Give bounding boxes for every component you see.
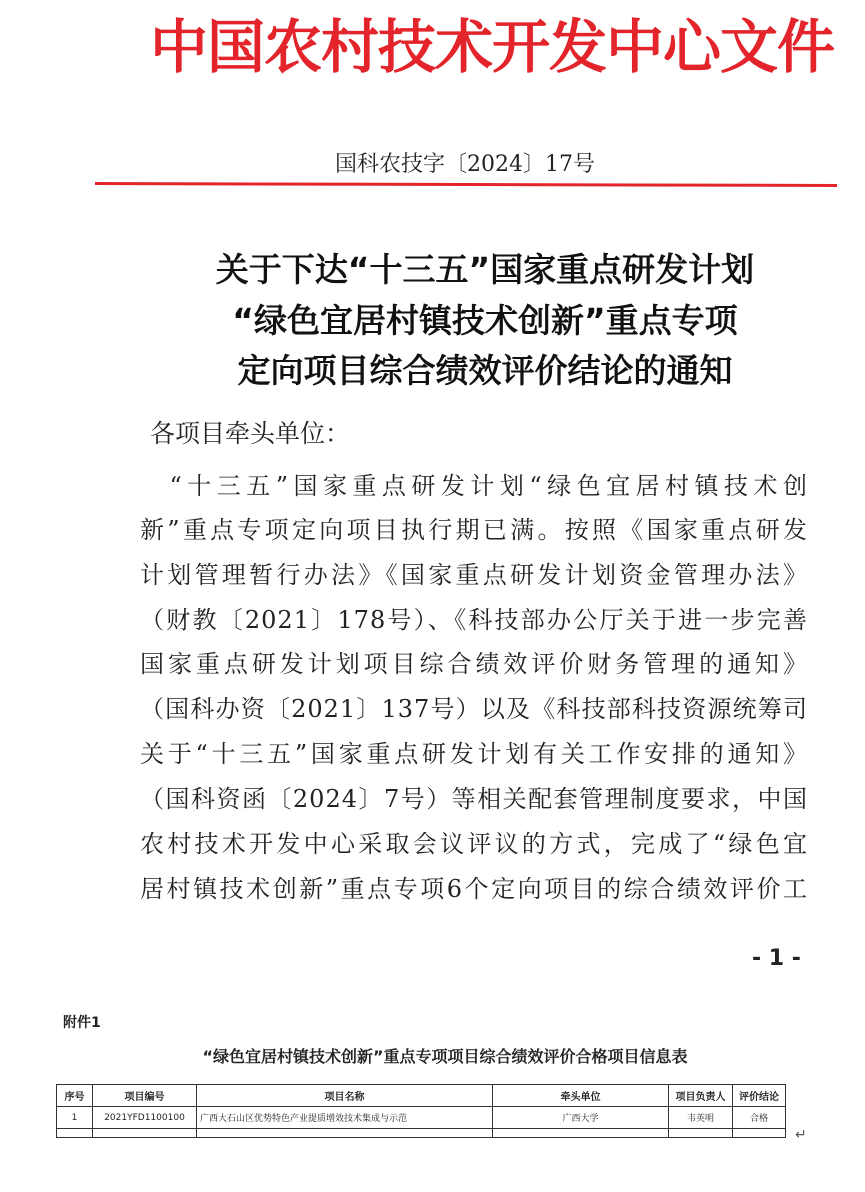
table-cell bbox=[57, 1129, 93, 1138]
body-text-line: （国科资函〔2024〕7号）等相关配套管理制度要求，中国 bbox=[140, 785, 808, 813]
table-row bbox=[57, 1107, 786, 1129]
header-red-rule bbox=[95, 182, 837, 187]
table-cell bbox=[93, 1129, 197, 1138]
paragraph-mark-icon: ↵ bbox=[795, 1127, 807, 1143]
body-text-line: 居村镇技术创新”重点专项6个定向项目的综合绩效评价工 bbox=[140, 875, 808, 903]
table-cell: 广西大石山区优势特色产业提质增效技术集成与示范 bbox=[197, 1107, 493, 1129]
body-text-line: “十三五”国家重点研发计划“绿色宜居村镇技术创 bbox=[140, 472, 808, 500]
project-info-table bbox=[56, 1084, 786, 1138]
table-cell: 合格 bbox=[733, 1107, 786, 1129]
table-cell: 2021YFD1100100 bbox=[93, 1107, 197, 1129]
table-cell bbox=[669, 1129, 733, 1138]
attachment-label: 附件1 bbox=[63, 1015, 101, 1031]
salutation: 各项目牵头单位： bbox=[150, 419, 351, 448]
table-cell: 1 bbox=[57, 1107, 93, 1129]
table-cell: 广西大学 bbox=[493, 1107, 669, 1129]
notice-title-line: “绿色宜居村镇技术创新”重点专项 bbox=[232, 301, 738, 340]
notice-title-line: 关于下达“十三五”国家重点研发计划 bbox=[215, 250, 755, 289]
body-text-line: （国科办资〔2021〕137号）以及《科技部科技资源统筹司 bbox=[140, 695, 808, 723]
column-header: 项目编号 bbox=[93, 1085, 197, 1107]
table-row-cutoff bbox=[57, 1129, 786, 1138]
column-header: 序号 bbox=[57, 1085, 93, 1107]
column-header: 评价结论 bbox=[733, 1085, 786, 1107]
column-header: 项目负责人 bbox=[669, 1085, 733, 1107]
body-text-line: 关于“十三五”国家重点研发计划有关工作安排的通知》 bbox=[140, 740, 808, 768]
page-number: - 1 - bbox=[752, 946, 801, 971]
notice-title-line: 定向项目综合绩效评价结论的通知 bbox=[237, 351, 733, 390]
column-header: 牵头单位 bbox=[493, 1085, 669, 1107]
body-text-line: （财教〔2021〕178号）、《科技部办公厅关于进一步完善 bbox=[140, 606, 808, 634]
body-text-line: 农村技术开发中心采取会议评议的方式，完成了“绿色宜 bbox=[140, 830, 808, 858]
table-cell bbox=[493, 1129, 669, 1138]
table-cell: 韦英明 bbox=[669, 1107, 733, 1129]
body-text-line: 新”重点专项定向项目执行期已满。按照《国家重点研发 bbox=[140, 516, 808, 544]
column-header: 项目名称 bbox=[197, 1085, 493, 1107]
document-number: 国科农技字〔2024〕17号 bbox=[335, 152, 595, 177]
body-text-line: 计划管理暂行办法》《国家重点研发计划资金管理办法》 bbox=[140, 561, 808, 589]
document-header-title: 中国农村技术开发中心文件 bbox=[150, 13, 835, 81]
body-text-line: 国家重点研发计划项目综合绩效评价财务管理的通知》 bbox=[140, 650, 808, 678]
table-title: “绿色宜居村镇技术创新”重点专项项目综合绩效评价合格项目信息表 bbox=[202, 1047, 688, 1066]
table-cell bbox=[197, 1129, 493, 1138]
table-cell bbox=[733, 1129, 786, 1138]
table-header-row bbox=[57, 1085, 786, 1107]
